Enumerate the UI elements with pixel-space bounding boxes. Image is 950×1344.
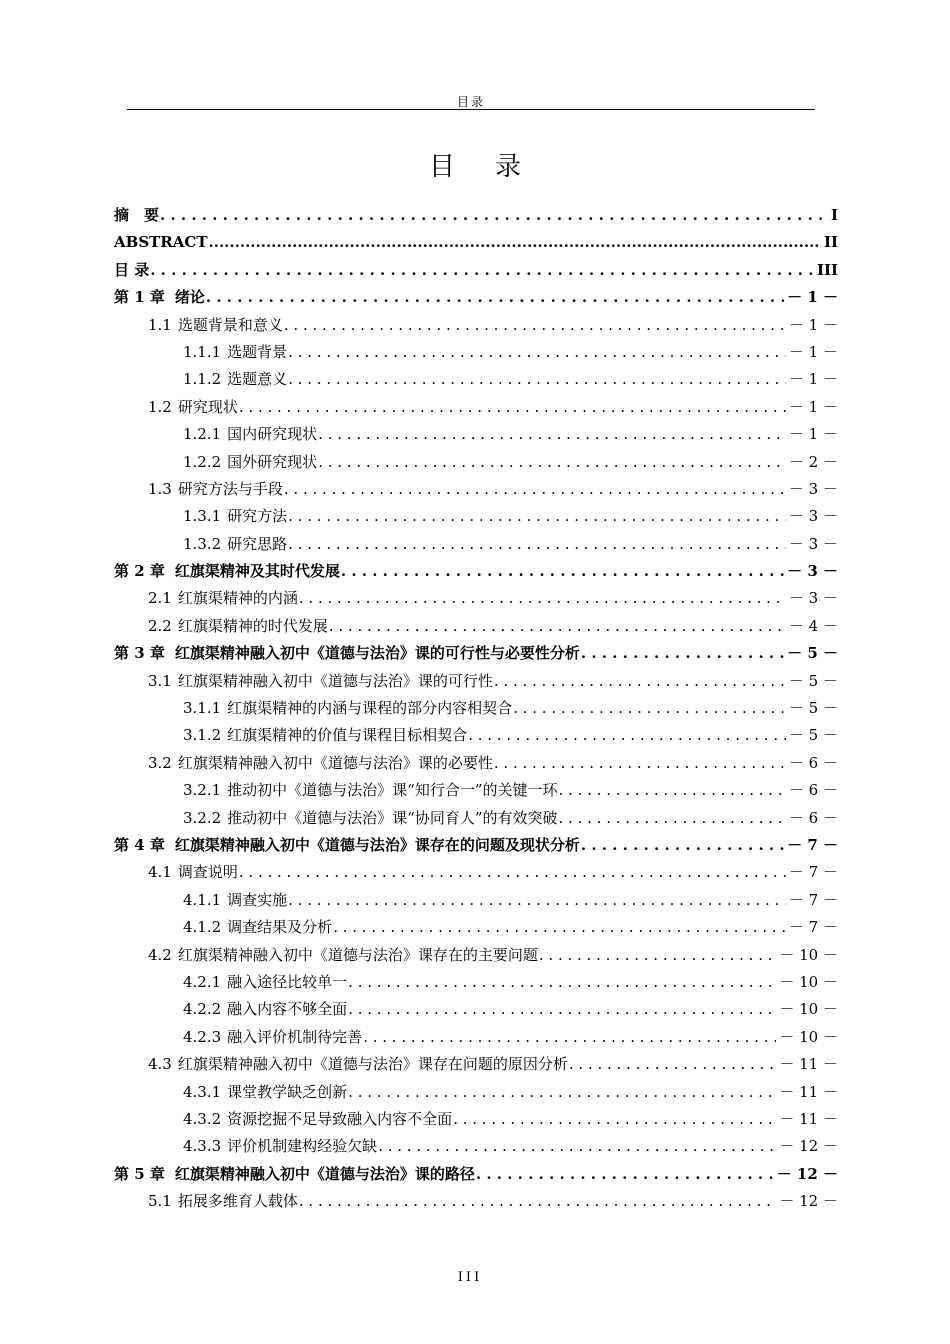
toc-entry[interactable] xyxy=(114,1024,838,1051)
toc-entry-label: 融入内容不够全面 xyxy=(227,1000,348,1019)
toc-entry-page: － 11 － xyxy=(779,1055,838,1074)
dot-leader xyxy=(299,1188,777,1215)
toc-entry[interactable] xyxy=(114,1106,838,1133)
toc-entry-page: － 5 － xyxy=(788,699,838,718)
toc-entry-page: － 10 － xyxy=(779,1027,838,1046)
toc-entry-page: － 6 － xyxy=(788,808,838,827)
toc-entry-page: － 1 － xyxy=(788,425,838,444)
toc-entry-label: 拓展多维育人载体 xyxy=(177,1192,298,1211)
toc-entry-label: 推动初中《道德与法治》课“协同育人”的有效突破 xyxy=(227,808,558,827)
toc-entry-number: 3.2 xyxy=(148,753,172,772)
dot-leader xyxy=(288,366,786,393)
toc-entry-page: － 7 － xyxy=(788,863,838,882)
toc-entry[interactable] xyxy=(114,750,838,777)
toc-entry[interactable] xyxy=(114,394,838,421)
toc-entry-number: 4.3.2 xyxy=(183,1109,222,1128)
toc-entry-number: 4.3.3 xyxy=(183,1137,222,1156)
dot-leader xyxy=(239,394,786,421)
toc-entry-number: 4.3 xyxy=(148,1055,172,1074)
toc-entry-number: 第 5 章 xyxy=(114,1164,165,1183)
toc-entry-number: 1.1 xyxy=(148,315,172,334)
dot-leader xyxy=(288,531,786,558)
toc-entry-page: － 3 － xyxy=(788,479,838,498)
toc-entry[interactable] xyxy=(114,1161,838,1188)
toc-entry[interactable] xyxy=(114,668,838,695)
toc-entry-label: 研究方法 xyxy=(227,507,288,526)
toc-entry[interactable] xyxy=(114,914,838,941)
toc-entry[interactable] xyxy=(114,312,838,339)
toc-entry[interactable] xyxy=(114,257,838,284)
dot-leader xyxy=(539,942,777,969)
toc-entry-number: 4.2.1 xyxy=(183,972,222,991)
toc-entry-number: 第 3 章 xyxy=(114,644,165,663)
dot-leader xyxy=(569,1051,777,1078)
toc-entry[interactable] xyxy=(114,805,838,832)
dot-leader xyxy=(494,750,786,777)
toc-entry-page: － 2 － xyxy=(788,452,838,471)
toc-entry-page: － 10 － xyxy=(779,945,838,964)
toc-entry-page: － 12 － xyxy=(779,1192,838,1211)
toc-entry-page: － 7 － xyxy=(787,835,838,854)
dot-leader xyxy=(284,476,786,503)
toc-entry-label: 目 录 xyxy=(114,260,150,279)
toc-entry-page: III xyxy=(816,260,838,279)
dot-leader xyxy=(288,503,786,530)
page-number: III xyxy=(457,1270,483,1285)
toc-entry-label: 选题背景和意义 xyxy=(177,315,283,334)
dot-leader xyxy=(318,421,786,448)
toc-entry[interactable] xyxy=(114,229,838,256)
dot-leader xyxy=(318,449,786,476)
dot-leader xyxy=(581,832,784,859)
toc-entry-page: － 7 － xyxy=(788,890,838,909)
toc-entry-number: 2.2 xyxy=(148,616,172,635)
dot-leader xyxy=(559,805,786,832)
toc-entry[interactable] xyxy=(114,1133,838,1160)
toc-entry-number: 1.3 xyxy=(148,479,172,498)
toc-entry-label: 红旗渠精神的内涵与课程的部分内容相契合 xyxy=(227,699,513,718)
toc-entry-number: 4.2 xyxy=(148,945,172,964)
toc-entry-page: － 1 － xyxy=(787,288,838,307)
dot-leader xyxy=(160,202,828,229)
toc-entry-number: 5.1 xyxy=(148,1192,172,1211)
dot-leader xyxy=(341,558,784,585)
dot-leader xyxy=(288,887,786,914)
toc-entry-page: － 5 － xyxy=(787,644,838,663)
toc-entry[interactable] xyxy=(114,695,838,722)
toc-entry-page: I xyxy=(830,206,838,224)
toc-entry-label: 红旗渠精神的价值与课程目标相契合 xyxy=(227,726,468,745)
toc-entry-label: 红旗渠精神融入初中《道德与法治》课的路径 xyxy=(174,1164,475,1183)
toc-entry[interactable] xyxy=(114,421,838,448)
running-header: 目录 xyxy=(456,95,485,109)
dot-leader xyxy=(206,284,784,311)
toc-entry[interactable] xyxy=(114,1079,838,1106)
toc-entry-page: － 3 － xyxy=(788,589,838,608)
toc-entry-label: 红旗渠精神的内涵 xyxy=(177,589,298,608)
toc-entry-label: 选题背景 xyxy=(227,342,288,361)
toc-entry-page: － 5 － xyxy=(788,671,838,690)
toc-entry-page: － 11 － xyxy=(779,1109,838,1128)
toc-entry-number: 第 4 章 xyxy=(114,835,165,854)
toc-entry[interactable] xyxy=(114,558,838,585)
dot-leader xyxy=(209,229,821,256)
toc-entry-number: 1.1.2 xyxy=(183,370,222,389)
toc-entry-label: 红旗渠精神融入初中《道德与法治》课存在的问题及现状分析 xyxy=(174,835,580,854)
dot-leader xyxy=(378,1133,776,1160)
dot-leader xyxy=(239,859,786,886)
toc-entry[interactable] xyxy=(114,449,838,476)
dot-leader xyxy=(348,969,776,996)
toc-entry-label: 课堂教学缺乏创新 xyxy=(227,1082,348,1101)
toc-entry[interactable] xyxy=(114,887,838,914)
dot-leader xyxy=(150,257,814,284)
toc-entry-number: 4.3.1 xyxy=(183,1082,222,1101)
toc-entry-number: 3.1.1 xyxy=(183,699,222,718)
toc-entry-label: 红旗渠精神融入初中《道德与法治》课的可行性与必要性分析 xyxy=(174,644,580,663)
toc-entry-page: － 12 － xyxy=(776,1164,838,1183)
dot-leader xyxy=(348,996,776,1023)
toc-entry-label: 红旗渠精神融入初中《道德与法治》课存在问题的原因分析 xyxy=(177,1055,568,1074)
dot-leader xyxy=(581,640,784,667)
toc-entry-page: － 7 － xyxy=(788,918,838,937)
toc-entry-label: 红旗渠精神的时代发展 xyxy=(177,616,328,635)
toc-entry[interactable] xyxy=(114,531,838,558)
toc-entry-number: 3.1 xyxy=(148,671,172,690)
toc-entry-page: － 1 － xyxy=(788,342,838,361)
toc-entry-number: 4.2.3 xyxy=(183,1027,222,1046)
dot-leader xyxy=(348,1079,776,1106)
toc-entry-label: 国外研究现状 xyxy=(227,452,318,471)
toc-entry-page: － 4 － xyxy=(788,616,838,635)
toc-entry-page: － 12 － xyxy=(779,1137,838,1156)
header-rule xyxy=(127,109,815,110)
toc-entry[interactable] xyxy=(114,613,838,640)
toc-entry-label: ABSTRACT xyxy=(114,233,208,252)
dot-leader xyxy=(513,695,786,722)
toc-entry-label: 评价机制建构经验欠缺 xyxy=(227,1137,378,1156)
dot-leader xyxy=(559,777,786,804)
toc-entry-label: 研究思路 xyxy=(227,534,288,553)
toc-entry-label: 研究方法与手段 xyxy=(177,479,283,498)
toc-entry[interactable] xyxy=(114,202,838,229)
toc-entry-page: － 5 － xyxy=(788,726,838,745)
toc-entry-page: － 3 － xyxy=(787,562,838,581)
toc-entry-label: 选题意义 xyxy=(227,370,288,389)
toc-entry[interactable] xyxy=(114,476,838,503)
toc-entry[interactable] xyxy=(114,859,838,886)
toc-entry-label: 调查说明 xyxy=(177,863,238,882)
toc-entry-label: 融入评价机制待完善 xyxy=(227,1027,363,1046)
toc-entry-page: － 6 － xyxy=(788,781,838,800)
toc-entry-label: 红旗渠精神融入初中《道德与法治》课的必要性 xyxy=(177,753,493,772)
toc-entry-label: 融入途径比较单一 xyxy=(227,972,348,991)
toc-entry-number: 3.1.2 xyxy=(183,726,222,745)
toc-entry-number: 3.2.1 xyxy=(183,781,222,800)
toc-entry-page: － 1 － xyxy=(788,397,838,416)
toc-entry-label: 资源挖掘不足导致融入内容不全面 xyxy=(227,1109,453,1128)
toc-entry-page: － 10 － xyxy=(779,1000,838,1019)
toc-entry-page: － 3 － xyxy=(788,534,838,553)
toc-entry-number: 4.2.2 xyxy=(183,1000,222,1019)
toc-entry-label: 绪论 xyxy=(174,288,205,307)
toc-entry-label: 摘 要 xyxy=(114,206,160,224)
toc-entry-label: 国内研究现状 xyxy=(227,425,318,444)
dot-leader xyxy=(494,668,786,695)
toc-entry[interactable] xyxy=(114,1051,838,1078)
table-of-contents xyxy=(114,202,838,1215)
toc-entry-page: － 10 － xyxy=(779,972,838,991)
toc-entry[interactable] xyxy=(114,366,838,393)
dot-leader xyxy=(468,722,786,749)
dot-leader xyxy=(288,339,786,366)
toc-entry-number: 1.2.2 xyxy=(183,452,222,471)
toc-entry[interactable] xyxy=(114,832,838,859)
toc-entry-number: 4.1 xyxy=(148,863,172,882)
toc-entry-page: － 3 － xyxy=(788,507,838,526)
toc-entry-label: 推动初中《道德与法治》课“知行合一”的关键一环 xyxy=(227,781,558,800)
toc-entry-label: 红旗渠精神融入初中《道德与法治》课的可行性 xyxy=(177,671,493,690)
toc-entry-number: 1.1.1 xyxy=(183,342,222,361)
toc-entry[interactable] xyxy=(114,777,838,804)
dot-leader xyxy=(284,312,786,339)
toc-entry-label: 调查实施 xyxy=(227,890,288,909)
dot-leader xyxy=(329,613,786,640)
toc-entry[interactable] xyxy=(114,585,838,612)
toc-entry[interactable] xyxy=(114,1188,838,1215)
toc-entry[interactable] xyxy=(114,503,838,530)
dot-leader xyxy=(299,585,786,612)
toc-entry-number: 1.2.1 xyxy=(183,425,222,444)
toc-entry-label: 调查结果及分析 xyxy=(227,918,333,937)
toc-entry-page: － 6 － xyxy=(788,753,838,772)
toc-entry-number: 第 2 章 xyxy=(114,562,165,581)
toc-entry-page: － 1 － xyxy=(788,370,838,389)
toc-entry-page: － 1 － xyxy=(788,315,838,334)
dot-leader xyxy=(453,1106,776,1133)
toc-entry[interactable] xyxy=(114,339,838,366)
page-title: 目录 xyxy=(428,152,561,182)
toc-entry-number: 1.2 xyxy=(148,397,172,416)
toc-entry-number: 第 1 章 xyxy=(114,288,165,307)
toc-entry-number: 1.3.2 xyxy=(183,534,222,553)
toc-entry[interactable] xyxy=(114,942,838,969)
toc-entry-number: 4.1.1 xyxy=(183,890,222,909)
toc-entry-label: 研究现状 xyxy=(177,397,238,416)
toc-entry-label: 红旗渠精神及其时代发展 xyxy=(174,562,340,581)
toc-entry[interactable] xyxy=(114,640,838,667)
dot-leader xyxy=(333,914,786,941)
dot-leader xyxy=(363,1024,776,1051)
toc-entry[interactable] xyxy=(114,722,838,749)
toc-entry-number: 4.1.2 xyxy=(183,918,222,937)
toc-entry-page: － 11 － xyxy=(779,1082,838,1101)
toc-entry-number: 2.1 xyxy=(148,589,172,608)
toc-entry-page: II xyxy=(823,233,838,252)
toc-entry-number: 1.3.1 xyxy=(183,507,222,526)
toc-entry[interactable] xyxy=(114,996,838,1023)
dot-leader xyxy=(476,1161,774,1188)
toc-entry-number: 3.2.2 xyxy=(183,808,222,827)
toc-entry[interactable] xyxy=(114,969,838,996)
toc-entry-label: 红旗渠精神融入初中《道德与法治》课存在的主要问题 xyxy=(177,945,538,964)
toc-entry[interactable] xyxy=(114,284,838,311)
